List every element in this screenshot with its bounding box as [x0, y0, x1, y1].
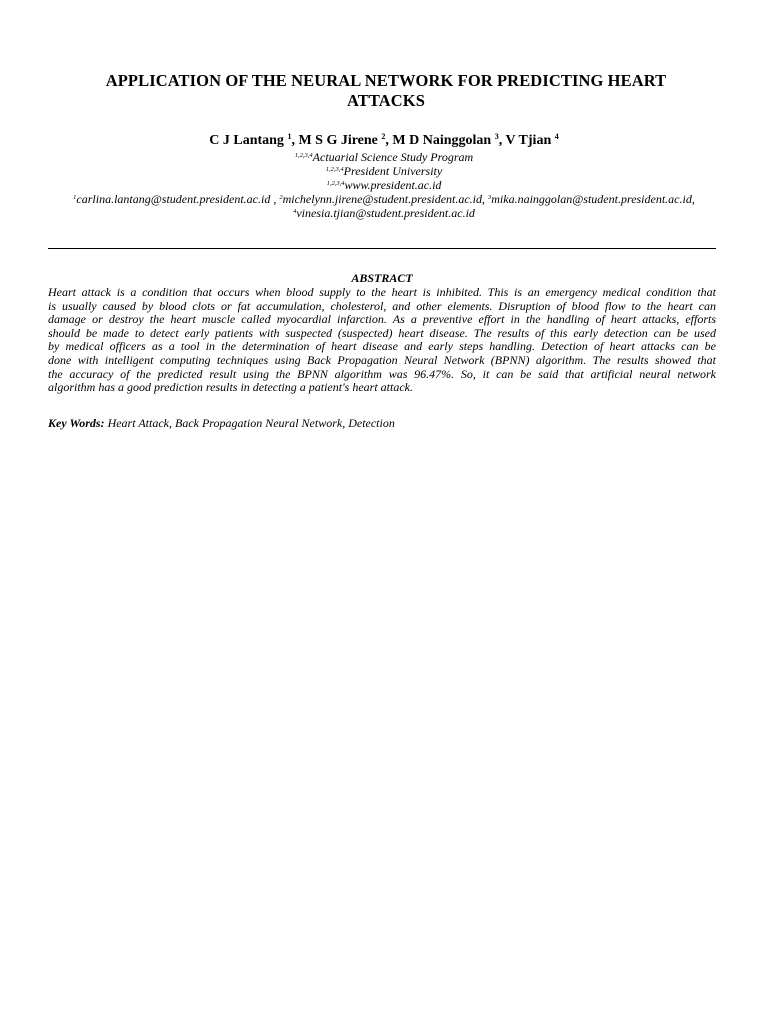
affiliation-program [0, 150, 768, 164]
email-mark: 3 [488, 194, 492, 201]
email-mark: 2 [279, 194, 283, 201]
email-mark: 4 [293, 208, 297, 215]
abstract-line: is usually caused by blood clots or fat accumulation, cholesterol, and other elements. Disruption of blood flow to the heart can [48, 298, 716, 313]
affiliation-text: www.president.ac.id [344, 178, 442, 192]
author-email[interactable]: carlina.lantang@student.president.ac.id , [76, 192, 277, 206]
affiliation-mark: 1,2,3,4 [294, 152, 313, 159]
abstract-body [48, 286, 716, 395]
keywords-text: Heart Attack, Back Propagation Neural Network, Detection [107, 416, 395, 430]
author-mark: 3 [494, 132, 499, 141]
paper-title [60, 71, 712, 111]
author-name: C J Lantang [209, 133, 284, 148]
title-line-1: APPLICATION OF THE NEURAL NETWORK FOR PREDICTING HEART [105, 71, 667, 90]
keywords-label: Key Words: [48, 416, 105, 430]
affiliation-university [0, 164, 768, 178]
abstract-line: should be made to detect early patients with suspected (suspected) heart disease. The results of this early detection can be used [48, 325, 716, 340]
horizontal-rule [48, 248, 716, 249]
affiliation-text: Actuarial Science Study Program [312, 150, 474, 164]
abstract-line: done with intelligent computing techniques using Back Propagation Neural Network (BPNN) algorithm. The results showed that [48, 352, 716, 367]
abstract-line: Heart attack is a condition that occurs when blood supply to the heart is inhibited. This is an emergency medical condition that [48, 285, 716, 299]
affiliation-website [0, 178, 768, 192]
abstract-line: algorithm has a good prediction results in detecting a patient's heart attack. [48, 380, 413, 395]
abstract-heading: ABSTRACT [351, 271, 413, 285]
abstract-line: the accuracy of the predicted result using the BPNN algorithm was 96.47%. So, it can be said that artificial neural network [48, 366, 716, 381]
abstract-line: by medical officers as a tool in the determination of heart disease and early steps handling. Detection of heart attacks can be [48, 339, 716, 354]
keywords [48, 416, 716, 430]
title-line-2: ATTACKS [346, 91, 426, 110]
abstract-line: damage or destroy the heart muscle called myocardial infarction. As a preventive effort in the handling of heart attacks, efforts [48, 312, 716, 327]
author-name: M D Nainggolan [392, 133, 492, 148]
affiliation-mark: 1,2,3,4 [326, 180, 345, 187]
affiliation-mark: 1,2,3,4 [325, 166, 344, 173]
author-mark: 2 [381, 132, 386, 141]
author-emails-continued [0, 206, 768, 220]
affiliation-text: President University [343, 164, 443, 178]
author-mark: 4 [554, 132, 559, 141]
author-name: M S G Jirene [298, 133, 378, 148]
author-name: V Tjian [505, 133, 552, 148]
author-list: C J Lantang $^1$, M S G Jirene $^2$, M D Nainggolan $^3$, V Tjian $^4$ [209, 132, 559, 148]
author-emails [0, 192, 768, 206]
author-email[interactable]: mika.nainggolan@student.president.ac.id, [491, 192, 695, 206]
email-mark: 1 [73, 194, 77, 201]
author-email[interactable]: vinesia.tjian@student.president.ac.id [296, 206, 475, 220]
author-email[interactable]: michelynn.jirene@student.president.ac.id, [282, 192, 486, 206]
author-mark: 1 [287, 132, 292, 141]
